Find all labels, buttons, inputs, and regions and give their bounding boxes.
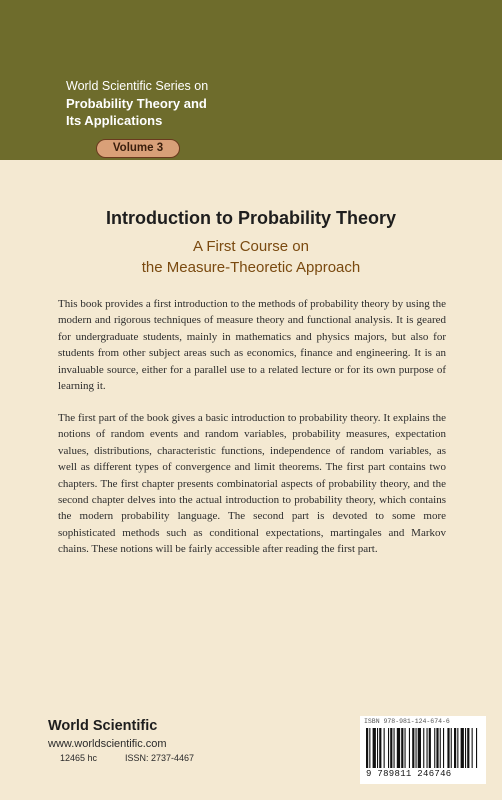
barcode-bar [454,728,456,768]
barcode-bar [394,728,395,768]
barcode-bar [412,728,414,768]
publisher-url: www.worldscientific.com [48,738,167,750]
barcode-area [360,716,486,784]
barcode-bar [457,728,458,768]
barcode-bar [423,728,424,768]
barcode-bar [461,728,464,768]
series-name-line1: World Scientific Series on [66,79,209,93]
barcode-bar [472,728,473,768]
barcode-bar [440,728,441,768]
barcode-bar [443,728,444,768]
barcode-bar [379,728,381,768]
description-paragraph-1: This book provides a first introduction to the methods of probability theory by using the modern and rigorous techniques of measure theory and functional analysis. It is geared for undergraduate students, mainly in mathematics and physics majors, but also for students from other subject areas such as economics, finance and engineering. It is an invaluable source, either for a parallel use to a related lecture or for its own purpose of learning it. [58,298,446,393]
barcode-bar [447,728,449,768]
barcode-bar [416,728,417,768]
subtitle-line2: the Measure-Theoretic Approach [141,259,361,276]
barcode-bar [418,728,421,768]
barcode-bar [451,728,452,768]
barcode-bar [390,728,392,768]
barcode-bar [436,728,438,768]
barcode-bar [465,728,466,768]
barcode-bar [384,728,385,768]
barcode-bar [434,728,435,768]
catalog-code: 12465 hc [60,753,98,763]
barcode-bar [366,728,368,768]
description-paragraph-2: The first part of the book gives a basic introduction to probability theory. It explains the notions of random events and random variables, probability measures, expectation values, distributions, characteristic functions, independence of random variables, as well as different types of convergence and limit theorems. The first part contains two chapters. The first chapter presents combinatorial aspects of probability theory, and the second chapter delves into the actual introduction to probability theory, which contains the modern probability language. The second part is devoted to some more sophisticated methods such as conditional expectations, martingales and Markov chains. These notions will be fairly accessible after reading the first part. [58,412,446,556]
barcode-bar [429,728,431,768]
barcode-bar [401,728,403,768]
volume-badge: Volume 3 [96,139,180,158]
barcode-bar [388,728,389,768]
book-title: Introduction to Probability Theory [106,208,396,228]
barcode-bar [467,728,469,768]
series-block [66,78,266,129]
series-issn: ISSN: 2737-4467 [125,753,195,763]
barcode-bar [476,728,477,768]
series-name-line2: Probability Theory and [66,96,207,111]
barcode-icon [366,728,480,768]
subtitle-line1: A First Course on [193,238,309,255]
barcode-bar [397,728,400,768]
isbn-label: ISBN 978-981-124-674-6 [364,718,450,725]
barcode-bar [409,728,410,768]
barcode-bar [377,728,378,768]
publisher-logo-text: World Scientific [48,718,158,734]
barcode-bar [373,728,376,768]
series-name-line3: Its Applications [66,113,163,128]
barcode-bar [427,728,428,768]
barcode-bar [369,728,370,768]
barcode-digits: 9 789811 246746 [366,769,452,779]
barcode-bar [405,728,406,768]
